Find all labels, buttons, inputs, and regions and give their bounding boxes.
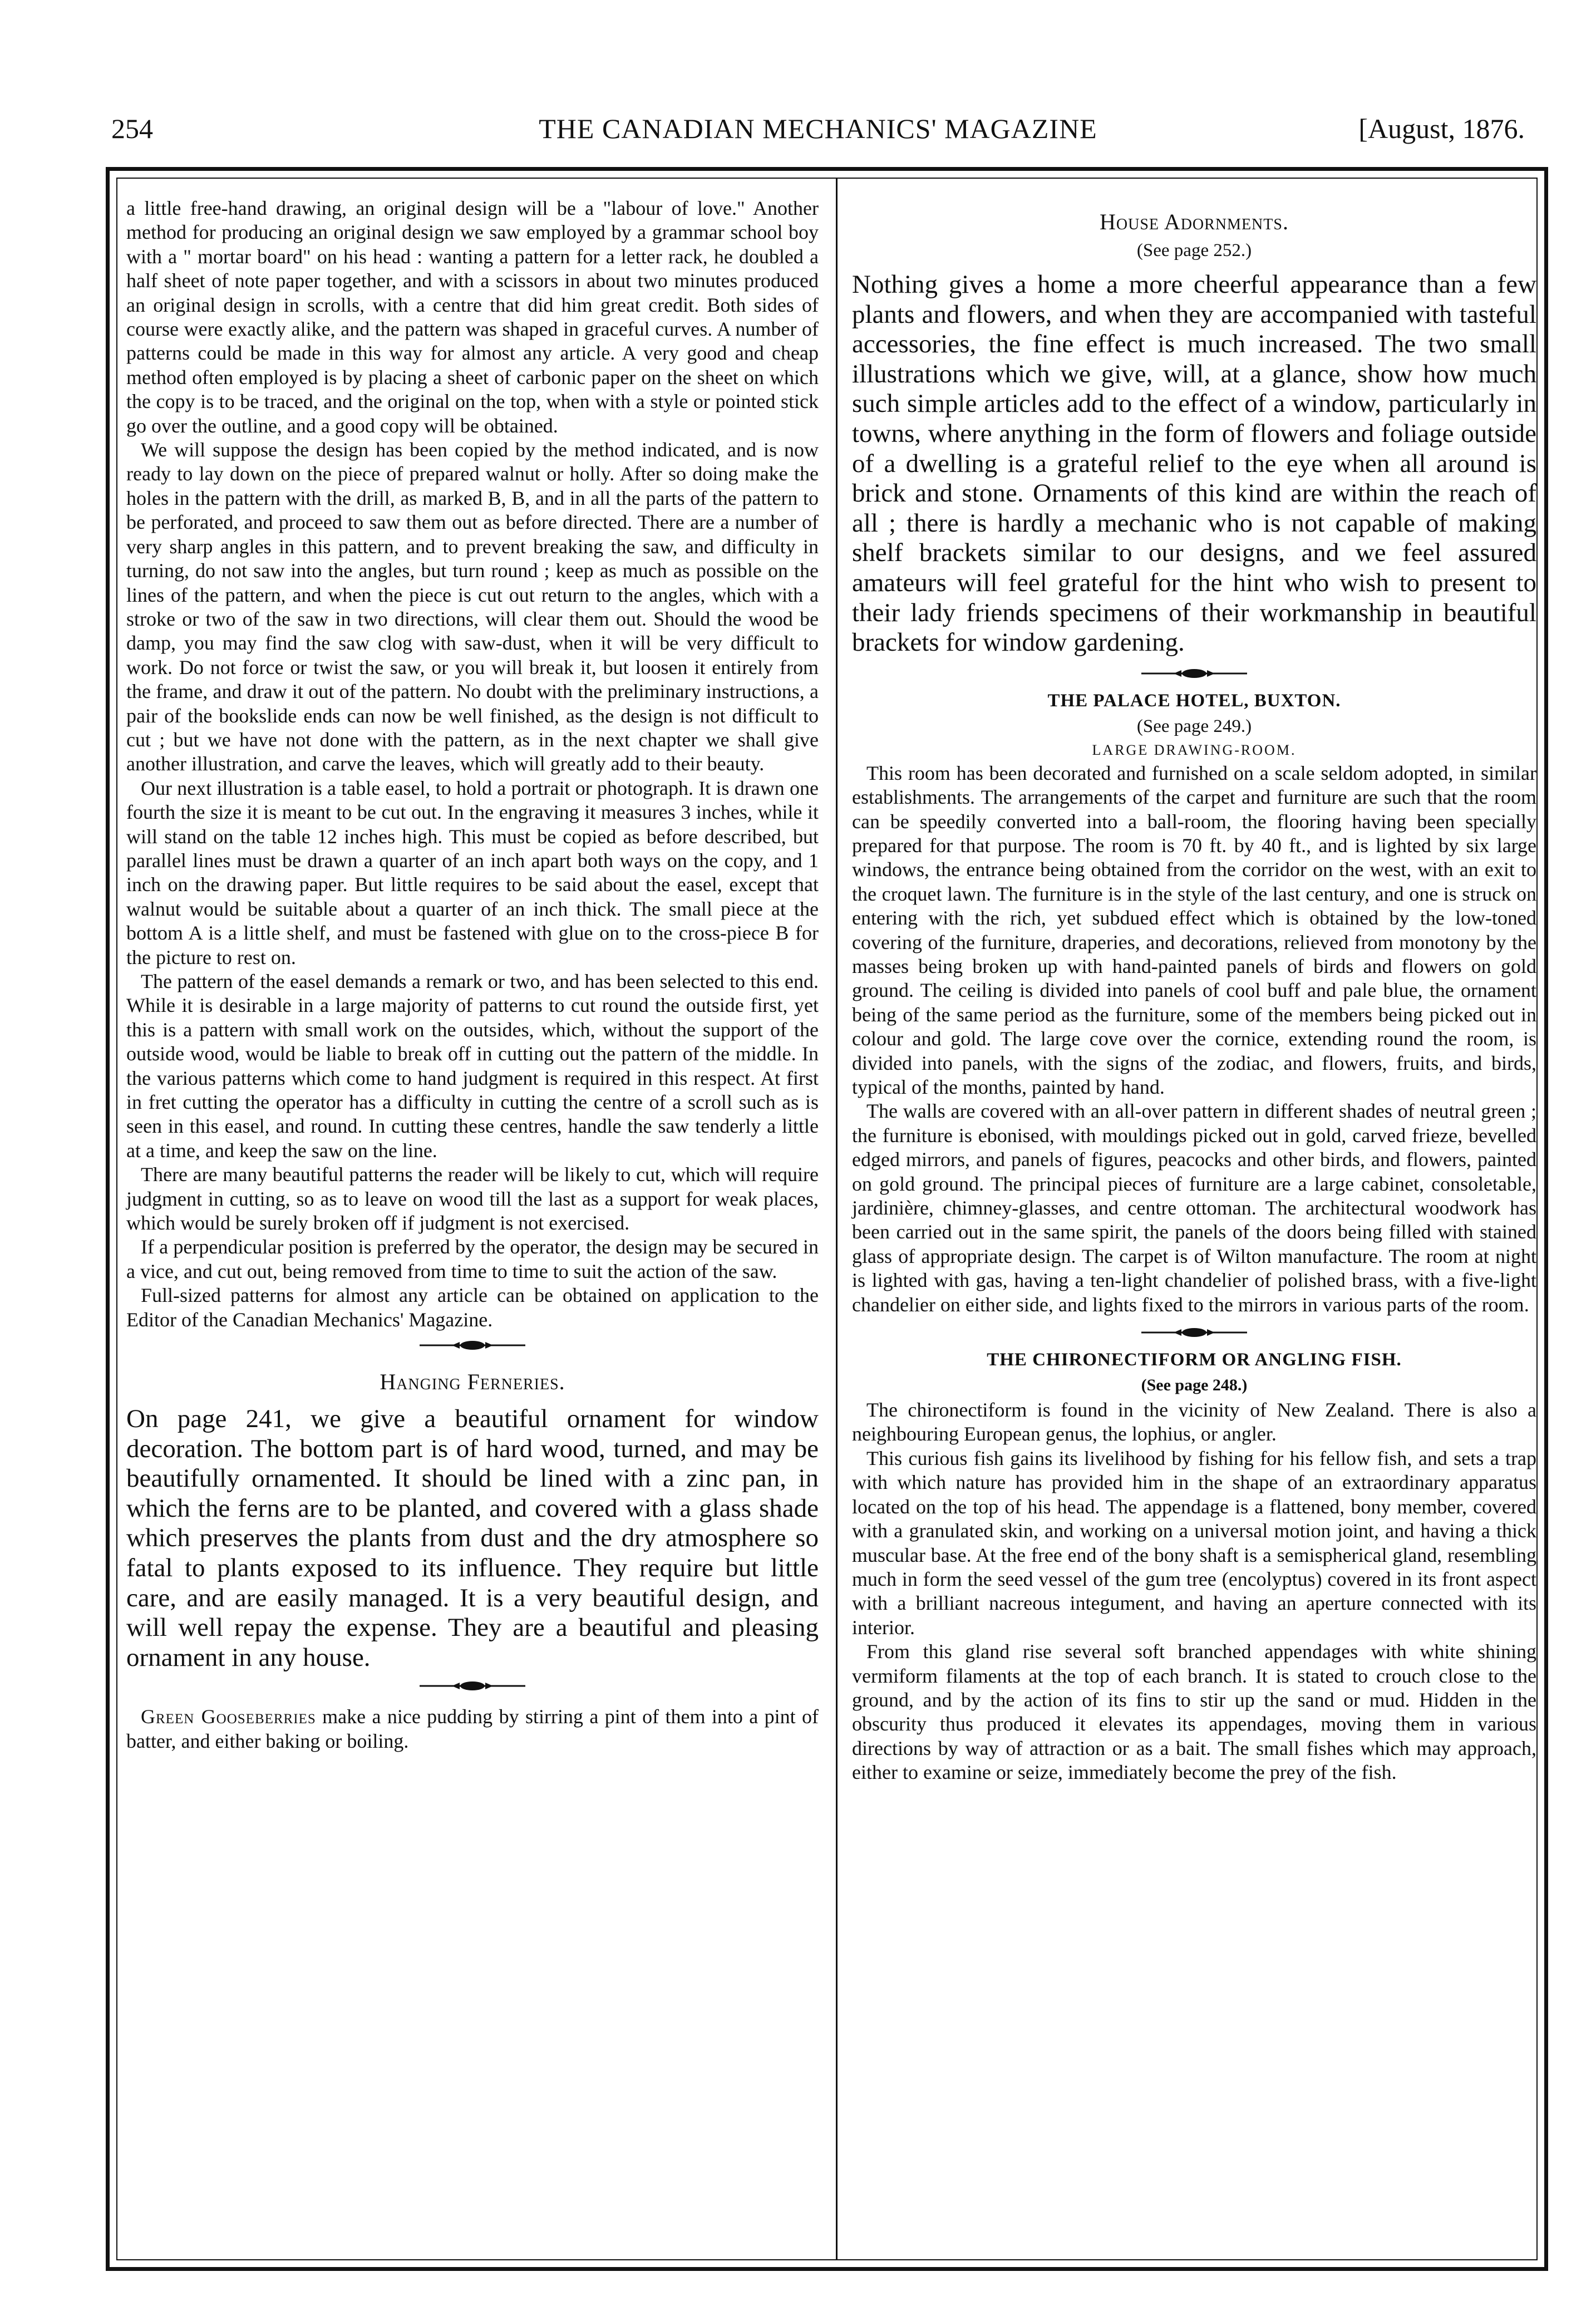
column-divider: [836, 179, 838, 2259]
chironectiform-heading: THE CHIRONECTIFORM OR ANGLING FISH.: [987, 1350, 1402, 1370]
paragraph: There are many beautiful patterns the reader will be likely to cut, which will require judgment in cutting, so as to leave on wood till the last as a support for weak places, which would be surely broken off if judgment is not exercised.: [126, 1163, 819, 1235]
left-column: [126, 196, 819, 1753]
right-column: [852, 196, 1536, 1785]
page-number: 254: [111, 113, 153, 144]
green-gooseberries-body: make a nice pudding by stirring a pint of them into a pint of batter, and either baking or boiling.: [126, 1705, 819, 1752]
page-frame-inner: [116, 178, 1538, 2260]
palace-hotel-see-page: (See page 249.): [1136, 716, 1252, 736]
hanging-ferneries-heading: Hanging Ferneries.: [380, 1369, 565, 1395]
house-adornments-body: Nothing gives a home a more cheerful appearance than a few plants and flowers, and when they are accompanied with tasteful accessories, the fine effect is much increased. The two small illustrations which we give, will, at a glance, show how much such simple articles add to the effect of a window, particularly in towns, where anything in the form of flowers and foliage outside of a dwelling is a grateful relief to the eye when all around is brick and stone. Ornaments of this kind are within the reach of all ; there is hardly a mechanic who is not capable of making shelf brackets similar to our designs, and we feel assured amateurs will feel grateful for the hint who wish to present to their lady friends specimens of their workmanship in beautiful brackets for window gardening.: [852, 270, 1536, 657]
green-gooseberries-lead: Green Gooseberries: [141, 1705, 316, 1728]
paragraph: a little free-hand drawing, an original design will be a "labour of love." Another method for producing an original design we saw employed by a grammar school boy with a " mortar board" on his head : wanting a pattern for a letter rack, he doubled a half sheet of note paper together, and with a scissors in about two minutes produced an original design in scrolls, with a centre that did him great credit. Both sides of course were exactly alike, and the pattern was shaped in graceful curves. A number of patterns could be made in this way for almost any article. A very good and cheap method often employed is by placing a sheet of carbonic paper on the sheet on which the copy is to be traced, and the original on the top, when with a style or pointed stick go over the outline, and a good copy will be obtained.: [126, 197, 819, 437]
paragraph: We will suppose the design has been copied by the method indicated, and is now ready to lay down on the piece of prepared walnut or holly. After so doing make the holes in the pattern with the drill, as marked B, B, and in all the parts of the pattern to be perforated, and proceed to saw them out as before directed. There are a number of very sharp angles in this pattern, and to prevent breaking the saw, and difficulty in turning, do not saw into the angles, but turn round ; keep as much as possible on the lines of the pattern, and when the piece is cut out return to the angles, which with a stroke or two of the saw in two directions, will clear them out. Should the wood be damp, you may find the saw clog with saw-dust, when it will be very difficult to work. Do not force or twist the saw, or you will break it, but loosen it entirely from the frame, and draw it out of the pattern. No doubt with the preliminary instructions, a pair of the bookslide ends can now be well finished, as the design is not difficult to cut ; but we have not done with the pattern, as in the next chapter we shall give another illustration, and carve the leaves, which will greatly add to their beauty.: [126, 439, 819, 775]
palace-hotel-heading: THE PALACE HOTEL, BUXTON.: [1047, 690, 1341, 711]
chironectiform-see-page: (See page 248.): [1141, 1376, 1248, 1395]
paragraph: The pattern of the easel demands a remark or two, and has been selected to this end. While it is desirable in a large majority of patterns to cut round the outside first, yet this is a pattern with small work on the outsides, which, without the support of the outside wood, would be liable to break off in cutting out the pattern of the middle. In the various patterns which come to hand judgment is required in this respect. At first in fret cutting the operator has a difficulty in cutting the centre of a scroll such as is seen in this easel, and round. In cutting these centres, handle the saw tenderly a little at a time, and keep the saw on the line.: [126, 970, 819, 1162]
page-frame: [106, 167, 1548, 2271]
ornament-divider: [852, 666, 1536, 688]
ornament-divider: [126, 1338, 819, 1360]
palace-hotel-subheading: LARGE DRAWING-ROOM.: [1092, 741, 1297, 758]
paragraph: The walls are covered with an all-over pattern in different shades of neutral green ; the furniture is ebonised, with mouldings picked out in gold, carved frieze, bevelled edged mirrors, and panels of figures, peacocks and other birds, and flowers, painted on gold ground. The principal pieces of furniture are a large cabinet, consoletable, jardinière, chimney-glasses, and centre ottoman. The architectural woodwork has been carried out in the same spirit, the panels of the doors being filled with stained glass of appropriate design. The carpet is of Wilton manufacture. The room at night is lighted with gas, having a ten-light chandelier of polished brass, with a five-light chandelier on either side, and lights fixed to the mirrors in various parts of the room.: [852, 1100, 1536, 1316]
green-gooseberries-paragraph: [126, 1705, 819, 1753]
paragraph: Full-sized patterns for almost any article can be obtained on application to the Editor of the Canadian Mechanics' Magazine.: [126, 1284, 819, 1331]
paragraph: From this gland rise several soft branched appendages with white shining vermiform filaments at the top of each branch. It is stated to crouch close to the ground, and by the action of its fins to stir up the sand or mud. Hidden in the obscurity thus produced it elevates its appendages, moving them in various directions by way of attraction or as a bait. The small fishes which may approach, either to examine or seize, immediately become the prey of the fish.: [852, 1640, 1536, 1784]
ornament-divider: [126, 1678, 819, 1700]
magazine-title: THE CANADIAN MECHANICS' MAGAZINE: [539, 113, 1097, 144]
paragraph: This curious fish gains its livelihood by fishing for his fellow fish, and sets a trap with which nature has provided him in the shape of an extraordinary apparatus located on the top of his head. The appendage is a flattened, bony member, covered with a granulated skin, and working on a universal motion joint, and having a thick muscular base. At the free end of the bony shaft is a semispherical gland, resembling much in form the seed vessel of the gum tree (encolyptus) covered in its front aspect with a brilliant nacreous integument, and having an aperture connected with its interior.: [852, 1447, 1536, 1639]
house-adornments-see-page: (See page 252.): [1136, 240, 1252, 260]
paragraph: The chironectiform is found in the vicinity of New Zealand. There is also a neighbouring European genus, the lophius, or angler.: [852, 1399, 1536, 1445]
ornament-divider: [852, 1325, 1536, 1347]
running-head: [111, 109, 1525, 148]
paragraph: Our next illustration is a table easel, to hold a portrait or photograph. It is drawn one fourth the size it is meant to be cut out. In the engraving it measures 3 inches, while it will stand on the table 12 inches high. This must be copied as before described, but parallel lines must be drawn a quarter of an inch apart both ways on the copy, and 1 inch on the drawing paper. But little requires to be said about the easel, except that walnut would be suitable about a quarter of an inch thick. The small piece at the bottom A is a little shelf, and must be fastened with glue on to the cross-piece B for the picture to rest on.: [126, 776, 819, 968]
paragraph: This room has been decorated and furnished on a scale seldom adopted, in similar establishments. The arrangements of the carpet and furniture are such that the room can be speedily converted into a ball-room, the flooring having been specially prepared for that purpose. The room is 70 ft. by 40 ft., and is lighted by six large windows, the entrance being obtained from the corridor on the west, with an exit to the croquet lawn. The furniture is in the style of the last century, and one is struck on entering with the rich, yet subdued effect which is obtained by the low-toned covering of the furniture, draperies, and decorations, relieved from monotony by the masses being broken up with hand-painted panels of birds and flowers on gold ground. The ceiling is divided into panels of cool buff and pale blue, the ornament being of the same period as the furniture, some of the members being picked out in colour and gold. The large cove over the cornice, extending round the room, is divided into panels, with the signs of the zodiac, and flowers, fruits, and birds, typical of the months, painted by hand.: [852, 761, 1536, 1098]
hanging-ferneries-body: On page 241, we give a beautiful ornament for window decoration. The bottom part is of hard wood, turned, and may be beautifully ornamented. It should be lined with a zinc pan, in which the ferns are to be planted, and covered with a glass shade which preserves the plants from dust and the dry atmosphere so fatal to plants exposed to its influence. They require but little care, and are easily managed. It is a very beautiful design, and will well repay the expense. They are a beautiful and pleasing ornament in any house.: [126, 1404, 819, 1672]
paragraph: If a perpendicular position is preferred by the operator, the design may be secured in a vice, and cut out, being removed from time to time to suit the action of the saw.: [126, 1236, 819, 1282]
house-adornments-heading: House Adornments.: [1100, 209, 1289, 234]
issue-date: [August, 1876.: [1358, 113, 1525, 144]
